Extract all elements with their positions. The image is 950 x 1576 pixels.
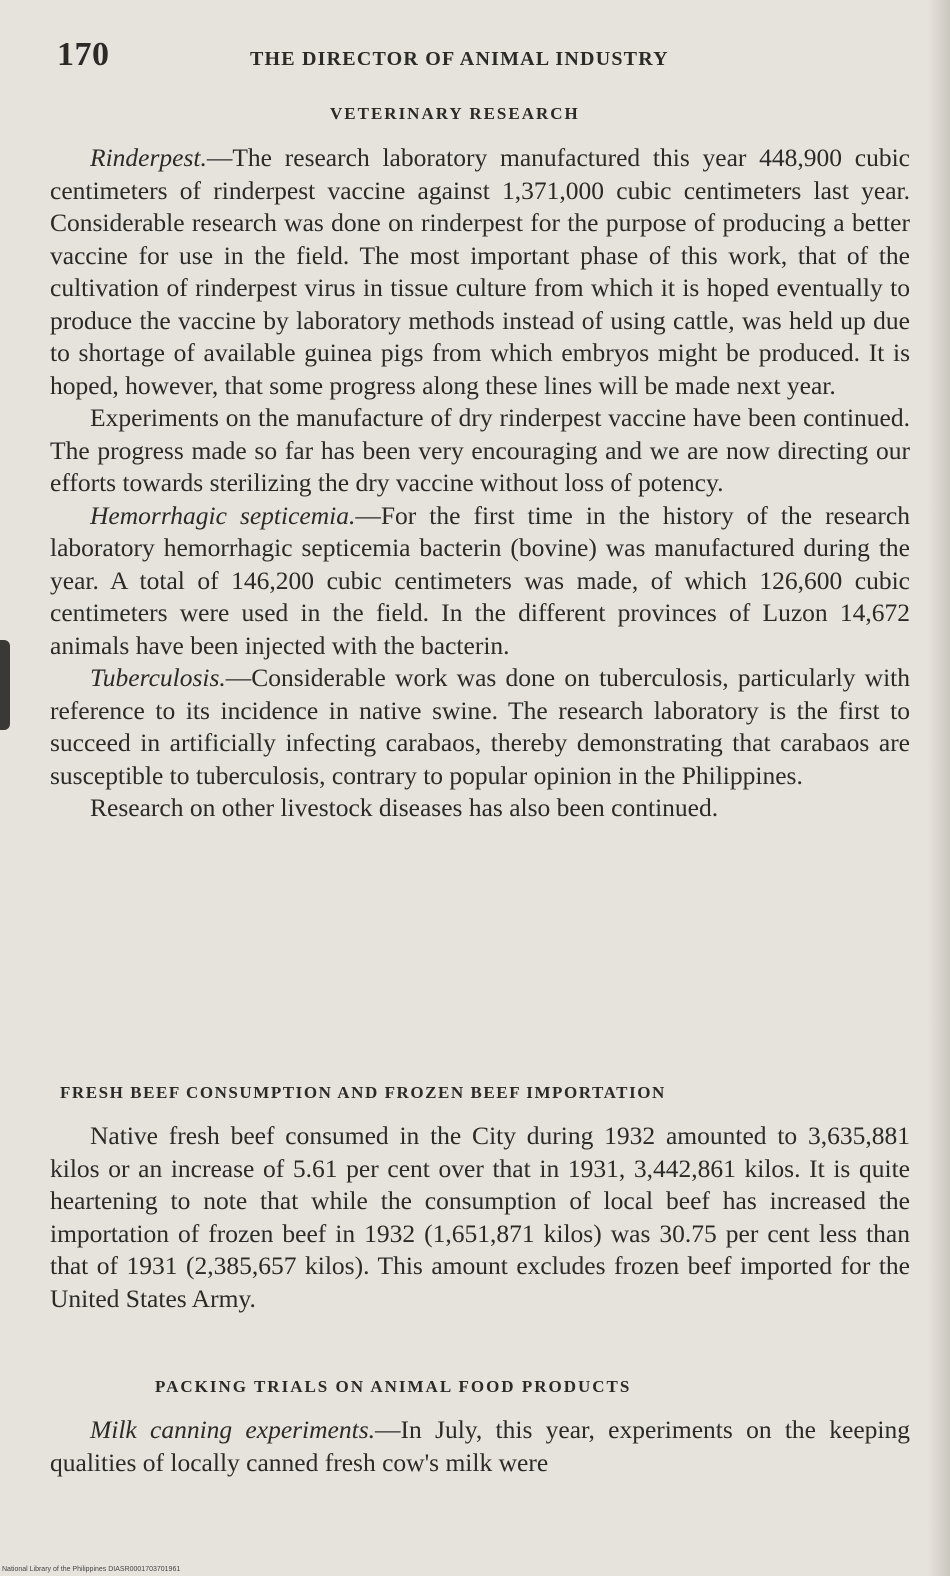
paragraph-lead-hemorrhagic-septicemia: Hemorrhagic septicemia. [90, 500, 356, 530]
paragraph-tuberculosis [50, 662, 910, 792]
paragraph-text: Experiments on the manufacture of dry rinderpest vaccine have been continued. The progress made so far has been very encouraging and we are now directing our efforts towards sterilizing the dry vaccine without loss of potency. [50, 403, 910, 497]
fresh-beef-section [50, 1120, 910, 1315]
paragraph-text: Native fresh beef consumed in the City during 1932 amounted to 3,635,881 kilos or an increase of 5.61 per cent over that in 1931, 3,442,861 kilos. It is quite heartening to note that while the consumption of local beef has increased the importation of frozen beef in 1932 (1,651,871 kilos) was 30.75 per cent less than that of 1931 (2,385,657 kilos). This amount excludes frozen beef imported for the United States Army. [50, 1121, 910, 1313]
paragraph-text: —Considerable work was done on tuberculosis, particularly with reference to its incidence in native swine. The research laboratory is the first to succeed in artificially infecting carabaos, thereby demonstrating that carabaos are susceptible to tuberculosis, contrary to popular opinion in the Philippines. [50, 663, 910, 790]
binding-shadow [0, 640, 10, 730]
paragraph-fresh-beef [50, 1120, 910, 1315]
page-number: 170 [57, 36, 110, 73]
packing-trials-section [50, 1414, 910, 1479]
running-head: THE DIRECTOR OF ANIMAL INDUSTRY [250, 48, 669, 70]
paragraph-text: Research on other livestock diseases has also been continued. [90, 793, 719, 822]
section-heading-packing-trials: PACKING TRIALS ON ANIMAL FOOD PRODUCTS [155, 1377, 632, 1396]
section-heading-fresh-beef: FRESH BEEF CONSUMPTION AND FROZEN BEEF IMPORTATION [60, 1083, 666, 1102]
paragraph-rinderpest [50, 142, 910, 402]
paragraph-lead-milk-canning: Milk canning experiments. [90, 1415, 376, 1444]
veterinary-research-section [50, 142, 910, 825]
paragraph-text: —For the first time in the history of the research laboratory hemorrhagic septicemia bacterin (bovine) was manufactured during the year. A total of 146,200 cubic centimeters was made, of which 126,600 cubic centimeters were used in the field. In the different provinces of Luzon 14,672 animals have been injected with the bacterin. [50, 500, 910, 660]
page-header [55, 36, 915, 80]
paragraph-text: —The research laboratory manufactured this year 448,900 cubic centimeters of rinderpest vaccine against 1,371,000 cubic centimeters last year. Considerable research was done on rinderpest for the purpose of producing a better vaccine for use in the field. The most important phase of this work, that of the cultivation of rinderpest virus in tissue culture from which it is hoped eventually to produce the vaccine by laboratory methods instead of using cattle, was held up due to shortage of available guinea pigs from which embryos might be produced. It is hoped, however, that some progress along these lines will be made next year. [50, 143, 910, 400]
paragraph-hemorrhagic-septicemia [50, 500, 910, 663]
archive-footer: National Library of the Philippines DIASR0001703701961 [2, 1566, 181, 1573]
paragraph-dry-vaccine [50, 402, 910, 500]
paragraph-milk-canning [50, 1414, 910, 1479]
paragraph-lead-tuberculosis: Tuberculosis. [90, 663, 226, 692]
paragraph-text: —In July, this year, experiments on the keeping qualities of locally canned fresh cow's milk were [50, 1415, 910, 1477]
paragraph-other-diseases [50, 792, 910, 825]
section-heading-veterinary-research: VETERINARY RESEARCH [330, 104, 580, 123]
page-edge-shade [928, 0, 950, 1576]
paragraph-lead-rinderpest: Rinderpest. [90, 143, 207, 172]
